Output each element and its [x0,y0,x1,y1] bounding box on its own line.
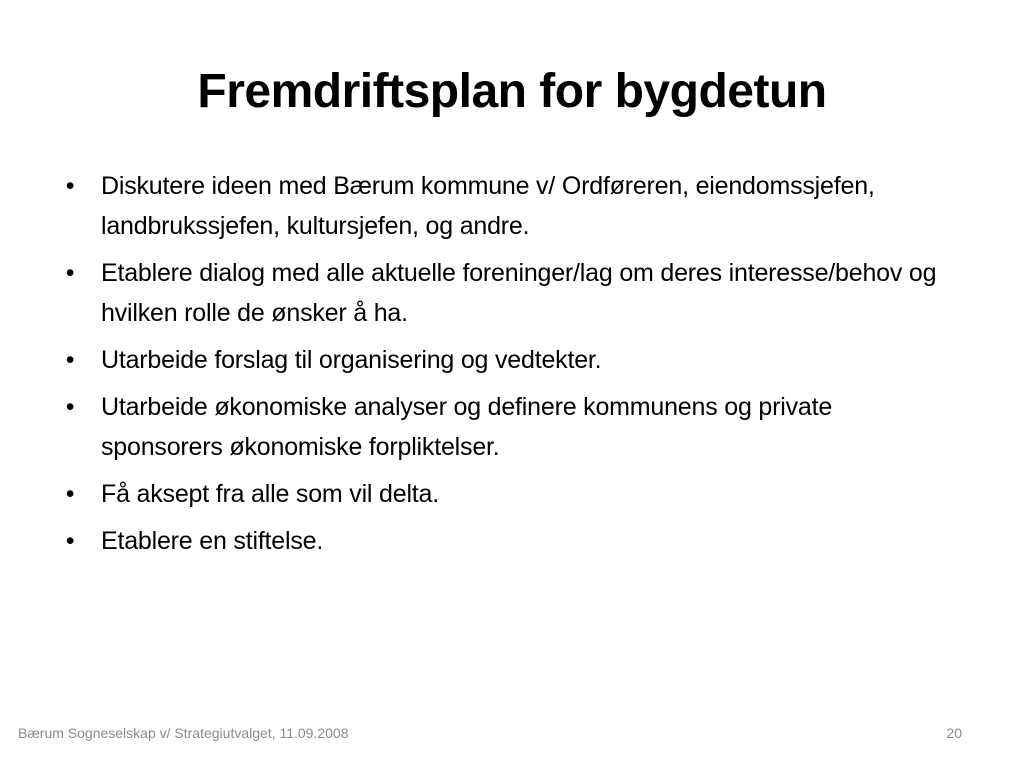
bullet-item [60,474,960,514]
bullet-text: Etablere en stiftelse. [101,527,324,555]
bullet-icon: • [65,393,75,421]
slide-title: Fremdriftsplan for bygdetun [197,65,827,118]
bullet-item [60,340,960,380]
bullet-text: Utarbeide økonomiske analyser og definere kommunens og private sponsorers økonomiske forpliktelser. [101,393,833,461]
bullet-icon: • [65,480,75,508]
bullet-text: Utarbeide forslag til organisering og vedtekter. [101,346,602,374]
bullet-item [60,387,960,467]
bullet-item [60,253,960,333]
footer-text: Bærum Sogneselskap v/ Strategiutvalget, 11.09.2008 [18,725,349,741]
bullet-icon: • [65,259,75,287]
bullet-icon: • [65,527,75,555]
bullet-item [60,166,960,246]
bullet-text: Få aksept fra alle som vil delta. [101,480,439,508]
page-number: 20 [946,725,962,741]
bullet-text: Etablere dialog med alle aktuelle foreninger/lag om deres interesse/behov og hvilken rolle de ønsker å ha. [101,259,937,327]
bullet-item [60,521,960,561]
bullet-list [60,166,960,568]
bullet-icon: • [65,346,75,374]
bullet-icon: • [65,172,75,200]
bullet-text: Diskutere ideen med Bærum kommune v/ Ordføreren, eiendomssjefen, landbrukssjefen, kultursjefen, og andre. [101,172,875,240]
